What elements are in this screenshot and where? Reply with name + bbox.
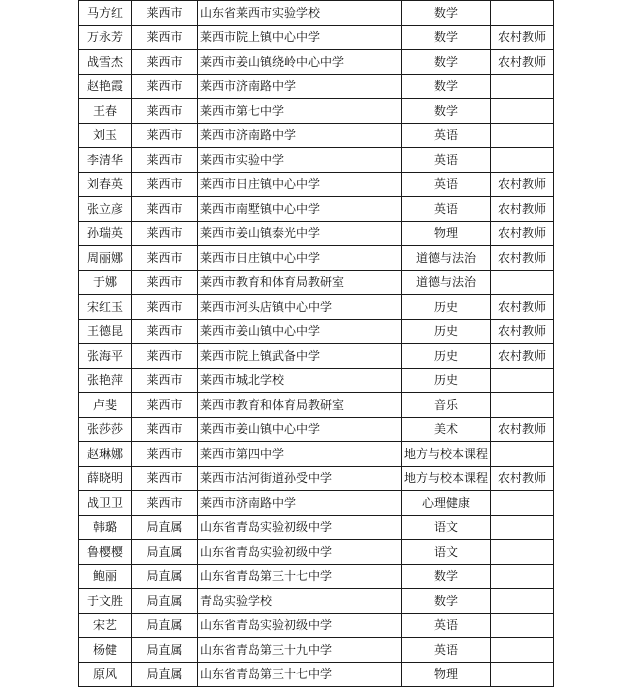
school-cell: 山东省青岛实验初级中学 bbox=[198, 515, 402, 540]
teacher-name-cell: 周丽娜 bbox=[79, 246, 132, 271]
district-cell: 莱西市 bbox=[132, 221, 198, 246]
subject-cell: 数学 bbox=[402, 50, 491, 75]
note-cell: 农村教师 bbox=[491, 344, 554, 369]
table-row bbox=[79, 99, 554, 124]
teacher-name-cell: 薛晓明 bbox=[79, 466, 132, 491]
table-row bbox=[79, 123, 554, 148]
teacher-name-cell: 张莎莎 bbox=[79, 417, 132, 442]
school-cell: 莱西市第七中学 bbox=[198, 99, 402, 124]
table-row bbox=[79, 368, 554, 393]
table-row bbox=[79, 491, 554, 516]
district-cell: 莱西市 bbox=[132, 393, 198, 418]
table-row bbox=[79, 172, 554, 197]
note-cell bbox=[491, 368, 554, 393]
teacher-name-cell: 战卫卫 bbox=[79, 491, 132, 516]
teacher-name-cell: 杨健 bbox=[79, 638, 132, 663]
subject-cell: 英语 bbox=[402, 172, 491, 197]
school-cell: 莱西市南墅镇中心中学 bbox=[198, 197, 402, 222]
note-cell: 农村教师 bbox=[491, 197, 554, 222]
district-cell: 局直属 bbox=[132, 613, 198, 638]
district-cell: 莱西市 bbox=[132, 344, 198, 369]
table-row bbox=[79, 246, 554, 271]
school-cell: 莱西市院上镇武备中学 bbox=[198, 344, 402, 369]
table-row bbox=[79, 344, 554, 369]
table-row bbox=[79, 515, 554, 540]
note-cell bbox=[491, 540, 554, 565]
district-cell: 局直属 bbox=[132, 589, 198, 614]
note-cell bbox=[491, 1, 554, 26]
district-cell: 局直属 bbox=[132, 662, 198, 687]
subject-cell: 英语 bbox=[402, 148, 491, 173]
table-row bbox=[79, 221, 554, 246]
district-cell: 局直属 bbox=[132, 638, 198, 663]
note-cell bbox=[491, 99, 554, 124]
subject-cell: 心理健康 bbox=[402, 491, 491, 516]
note-cell bbox=[491, 393, 554, 418]
subject-cell: 美术 bbox=[402, 417, 491, 442]
table-row bbox=[79, 638, 554, 663]
teacher-name-cell: 张立彦 bbox=[79, 197, 132, 222]
district-cell: 莱西市 bbox=[132, 197, 198, 222]
note-cell: 农村教师 bbox=[491, 221, 554, 246]
note-cell: 农村教师 bbox=[491, 417, 554, 442]
district-cell: 莱西市 bbox=[132, 50, 198, 75]
school-cell: 山东省青岛第三十七中学 bbox=[198, 662, 402, 687]
district-cell: 莱西市 bbox=[132, 491, 198, 516]
school-cell: 莱西市济南路中学 bbox=[198, 491, 402, 516]
note-cell: 农村教师 bbox=[491, 246, 554, 271]
table-row bbox=[79, 393, 554, 418]
subject-cell: 物理 bbox=[402, 662, 491, 687]
note-cell bbox=[491, 662, 554, 687]
teacher-name-cell: 马方红 bbox=[79, 1, 132, 26]
table-row bbox=[79, 295, 554, 320]
school-cell: 山东省青岛实验初级中学 bbox=[198, 540, 402, 565]
table-row bbox=[79, 319, 554, 344]
teacher-name-cell: 于娜 bbox=[79, 270, 132, 295]
subject-cell: 地方与校本课程 bbox=[402, 442, 491, 467]
school-cell: 莱西市实验中学 bbox=[198, 148, 402, 173]
district-cell: 莱西市 bbox=[132, 25, 198, 50]
note-cell bbox=[491, 270, 554, 295]
table-row bbox=[79, 466, 554, 491]
teacher-name-cell: 刘春英 bbox=[79, 172, 132, 197]
teacher-name-cell: 刘玉 bbox=[79, 123, 132, 148]
table-row bbox=[79, 417, 554, 442]
teacher-name-cell: 孙瑞英 bbox=[79, 221, 132, 246]
subject-cell: 数学 bbox=[402, 99, 491, 124]
subject-cell: 英语 bbox=[402, 123, 491, 148]
table-row bbox=[79, 25, 554, 50]
note-cell: 农村教师 bbox=[491, 50, 554, 75]
district-cell: 莱西市 bbox=[132, 172, 198, 197]
subject-cell: 历史 bbox=[402, 368, 491, 393]
district-cell: 局直属 bbox=[132, 564, 198, 589]
subject-cell: 道德与法治 bbox=[402, 270, 491, 295]
teacher-name-cell: 于文胜 bbox=[79, 589, 132, 614]
school-cell: 莱西市院上镇中心中学 bbox=[198, 25, 402, 50]
table-row bbox=[79, 270, 554, 295]
school-cell: 莱西市姜山镇中心中学 bbox=[198, 319, 402, 344]
note-cell bbox=[491, 491, 554, 516]
note-cell: 农村教师 bbox=[491, 466, 554, 491]
subject-cell: 语文 bbox=[402, 540, 491, 565]
teacher-name-cell: 宋红玉 bbox=[79, 295, 132, 320]
table-row bbox=[79, 197, 554, 222]
school-cell: 莱西市日庄镇中心中学 bbox=[198, 246, 402, 271]
note-cell bbox=[491, 123, 554, 148]
teacher-roster-table bbox=[78, 0, 554, 687]
table-row bbox=[79, 564, 554, 589]
teacher-name-cell: 王德昆 bbox=[79, 319, 132, 344]
note-cell: 农村教师 bbox=[491, 172, 554, 197]
teacher-name-cell: 王春 bbox=[79, 99, 132, 124]
subject-cell: 数学 bbox=[402, 25, 491, 50]
note-cell: 农村教师 bbox=[491, 295, 554, 320]
school-cell: 莱西市第四中学 bbox=[198, 442, 402, 467]
teacher-name-cell: 卢斐 bbox=[79, 393, 132, 418]
school-cell: 莱西市城北学校 bbox=[198, 368, 402, 393]
table-row bbox=[79, 442, 554, 467]
district-cell: 莱西市 bbox=[132, 74, 198, 99]
school-cell: 莱西市姜山镇泰光中学 bbox=[198, 221, 402, 246]
table-row bbox=[79, 662, 554, 687]
school-cell: 莱西市教育和体育局教研室 bbox=[198, 270, 402, 295]
teacher-name-cell: 张艳萍 bbox=[79, 368, 132, 393]
teacher-name-cell: 张海平 bbox=[79, 344, 132, 369]
district-cell: 莱西市 bbox=[132, 99, 198, 124]
subject-cell: 地方与校本课程 bbox=[402, 466, 491, 491]
note-cell bbox=[491, 638, 554, 663]
subject-cell: 道德与法治 bbox=[402, 246, 491, 271]
school-cell: 山东省青岛第三十七中学 bbox=[198, 564, 402, 589]
school-cell: 莱西市日庄镇中心中学 bbox=[198, 172, 402, 197]
school-cell: 青岛实验学校 bbox=[198, 589, 402, 614]
subject-cell: 数学 bbox=[402, 564, 491, 589]
subject-cell: 英语 bbox=[402, 638, 491, 663]
subject-cell: 语文 bbox=[402, 515, 491, 540]
note-cell bbox=[491, 589, 554, 614]
subject-cell: 英语 bbox=[402, 197, 491, 222]
district-cell: 莱西市 bbox=[132, 246, 198, 271]
table-row bbox=[79, 613, 554, 638]
teacher-name-cell: 鲁樱樱 bbox=[79, 540, 132, 565]
teacher-name-cell: 原风 bbox=[79, 662, 132, 687]
subject-cell: 数学 bbox=[402, 1, 491, 26]
district-cell: 局直属 bbox=[132, 515, 198, 540]
teacher-name-cell: 韩璐 bbox=[79, 515, 132, 540]
note-cell bbox=[491, 74, 554, 99]
district-cell: 莱西市 bbox=[132, 368, 198, 393]
subject-cell: 英语 bbox=[402, 613, 491, 638]
table-row bbox=[79, 589, 554, 614]
teacher-name-cell: 战雪杰 bbox=[79, 50, 132, 75]
teacher-name-cell: 赵艳霞 bbox=[79, 74, 132, 99]
subject-cell: 物理 bbox=[402, 221, 491, 246]
district-cell: 莱西市 bbox=[132, 123, 198, 148]
subject-cell: 数学 bbox=[402, 589, 491, 614]
district-cell: 莱西市 bbox=[132, 417, 198, 442]
school-cell: 莱西市姜山镇绕岭中心中学 bbox=[198, 50, 402, 75]
school-cell: 莱西市沽河街道孙受中学 bbox=[198, 466, 402, 491]
table-row bbox=[79, 50, 554, 75]
school-cell: 莱西市教育和体育局教研室 bbox=[198, 393, 402, 418]
school-cell: 山东省青岛第三十九中学 bbox=[198, 638, 402, 663]
table-row bbox=[79, 1, 554, 26]
district-cell: 莱西市 bbox=[132, 319, 198, 344]
district-cell: 莱西市 bbox=[132, 1, 198, 26]
subject-cell: 数学 bbox=[402, 74, 491, 99]
note-cell bbox=[491, 613, 554, 638]
subject-cell: 历史 bbox=[402, 295, 491, 320]
table-row bbox=[79, 540, 554, 565]
note-cell bbox=[491, 564, 554, 589]
school-cell: 莱西市济南路中学 bbox=[198, 123, 402, 148]
note-cell: 农村教师 bbox=[491, 25, 554, 50]
school-cell: 山东省青岛实验初级中学 bbox=[198, 613, 402, 638]
district-cell: 莱西市 bbox=[132, 295, 198, 320]
roster-body bbox=[79, 1, 554, 687]
subject-cell: 历史 bbox=[402, 344, 491, 369]
teacher-name-cell: 李清华 bbox=[79, 148, 132, 173]
note-cell bbox=[491, 148, 554, 173]
school-cell: 山东省莱西市实验学校 bbox=[198, 1, 402, 26]
district-cell: 莱西市 bbox=[132, 148, 198, 173]
table-row bbox=[79, 74, 554, 99]
district-cell: 莱西市 bbox=[132, 270, 198, 295]
teacher-name-cell: 赵琳娜 bbox=[79, 442, 132, 467]
subject-cell: 历史 bbox=[402, 319, 491, 344]
table-row bbox=[79, 148, 554, 173]
teacher-name-cell: 万永芳 bbox=[79, 25, 132, 50]
subject-cell: 音乐 bbox=[402, 393, 491, 418]
district-cell: 局直属 bbox=[132, 540, 198, 565]
district-cell: 莱西市 bbox=[132, 442, 198, 467]
teacher-name-cell: 鲍丽 bbox=[79, 564, 132, 589]
school-cell: 莱西市济南路中学 bbox=[198, 74, 402, 99]
note-cell bbox=[491, 515, 554, 540]
note-cell bbox=[491, 442, 554, 467]
district-cell: 莱西市 bbox=[132, 466, 198, 491]
school-cell: 莱西市河头店镇中心中学 bbox=[198, 295, 402, 320]
school-cell: 莱西市姜山镇中心中学 bbox=[198, 417, 402, 442]
teacher-name-cell: 宋艺 bbox=[79, 613, 132, 638]
note-cell: 农村教师 bbox=[491, 319, 554, 344]
